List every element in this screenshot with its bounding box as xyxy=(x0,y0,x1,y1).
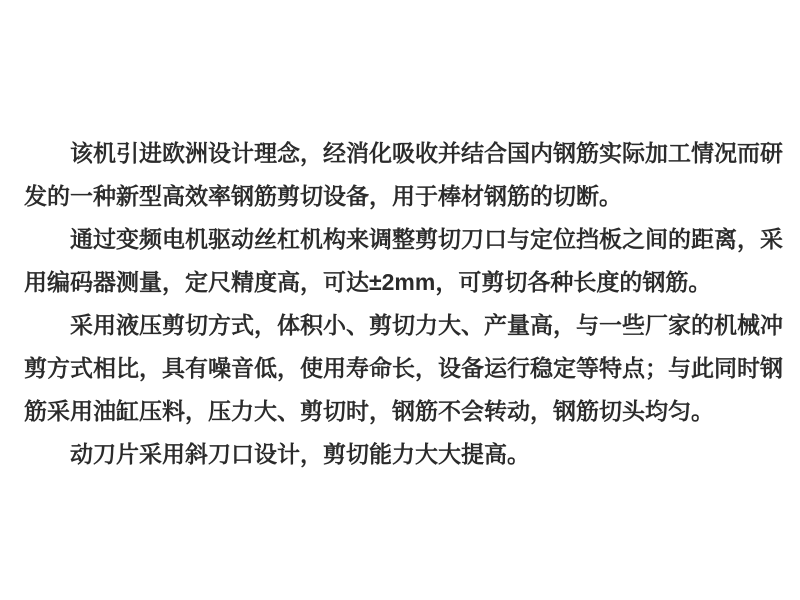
paragraph-2-line-1: 通过变频电机驱动丝杠机构来调整剪切刀口与定位挡板之间的距离，采 xyxy=(70,226,783,252)
paragraph-3-line-3: 筋采用油缸压料，压力大、剪切时，钢筋不会转动，钢筋切头均匀。 xyxy=(24,398,714,424)
paragraph-1-line-1: 该机引进欧洲设计理念，经消化吸收并结合国内钢筋实际加工情况而研 xyxy=(70,140,783,166)
paragraph-1-line-2: 发的一种新型高效率钢筋剪切设备，用于棒材钢筋的切断。 xyxy=(24,183,622,209)
paragraph-4-line-1: 动刀片采用斜刀口设计，剪切能力大大提高。 xyxy=(70,441,530,467)
paragraph-2-line-2: 用编码器测量，定尺精度高，可达±2mm，可剪切各种长度的钢筋。 xyxy=(24,269,712,295)
product-description-text xyxy=(24,132,783,476)
paragraph-3-line-1: 采用液压剪切方式，体积小、剪切力大、产量高，与一些厂家的机械冲 xyxy=(70,312,783,338)
paragraph-3-line-2: 剪方式相比，具有噪音低，使用寿命长，设备运行稳定等特点；与此同时钢 xyxy=(24,355,783,381)
